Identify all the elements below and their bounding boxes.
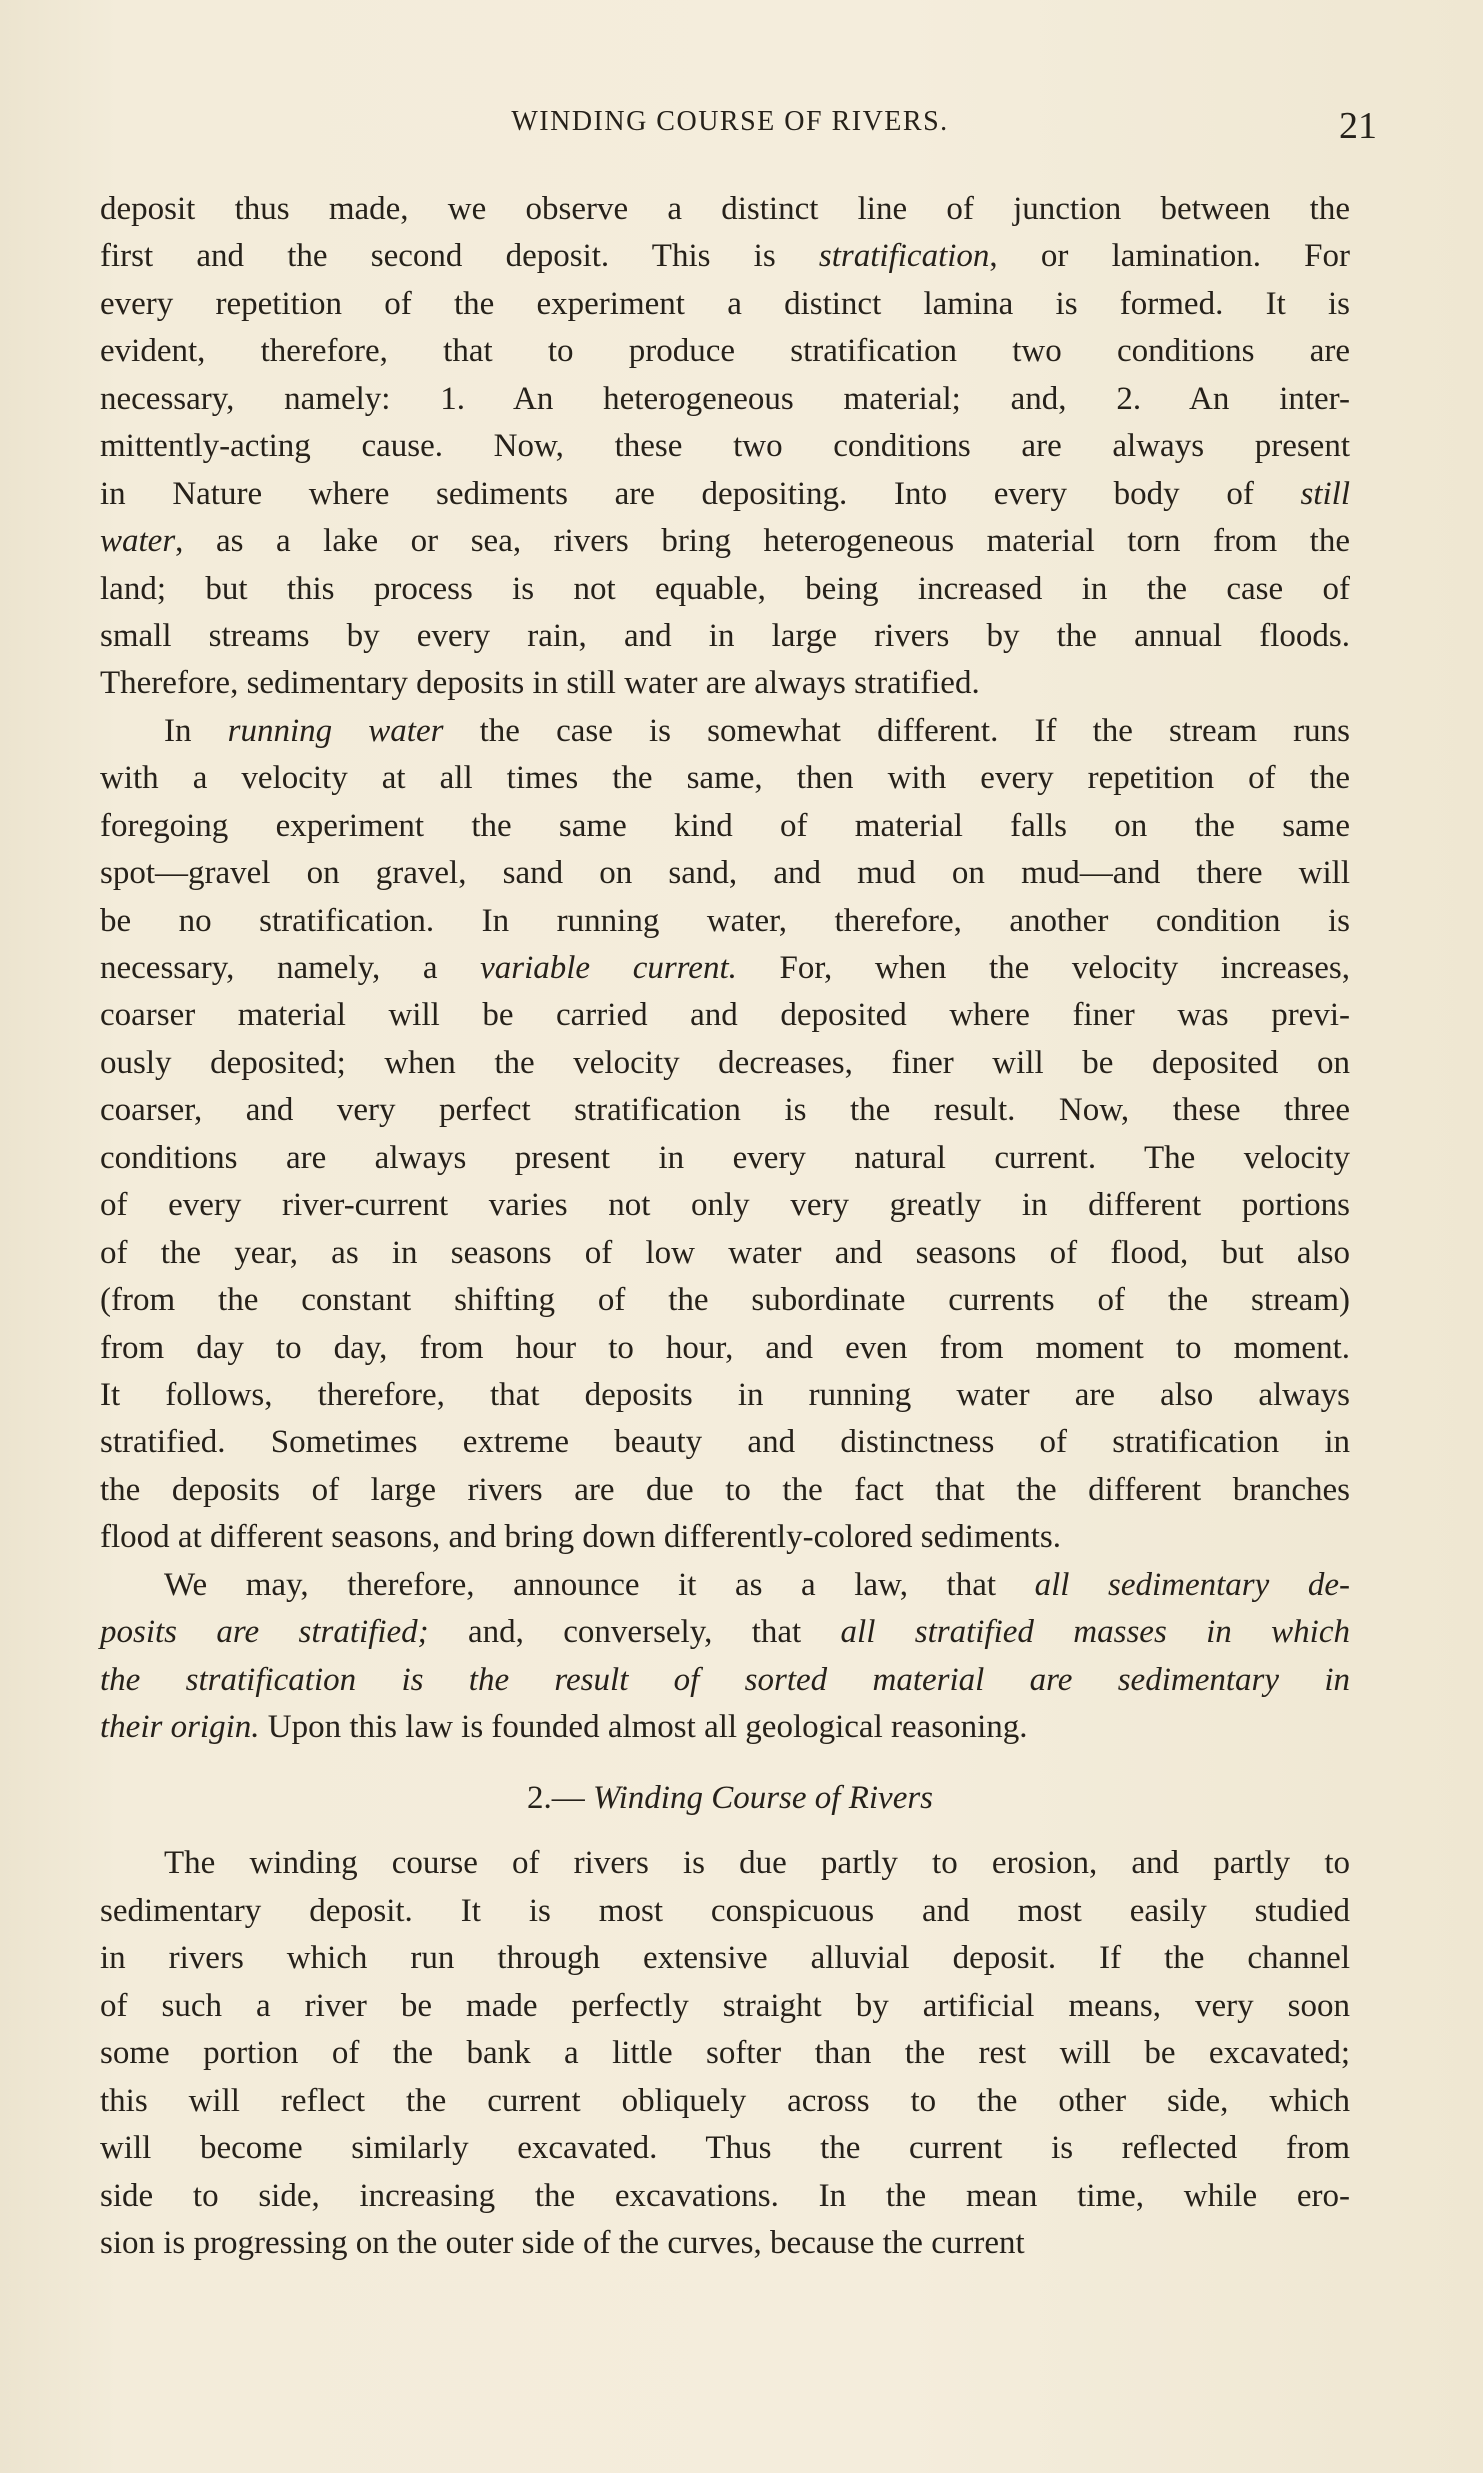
text-run: every repetition of the experiment a distinct lamina is formed. It is xyxy=(100,285,1350,322)
text-run: necessary, namely: 1. An heterogeneous material; and, 2. An inter- xyxy=(100,380,1350,417)
text-line xyxy=(100,1040,1350,1087)
paragraph xyxy=(100,186,1350,708)
text-run: The winding course of rivers is due partly to erosion, and partly to xyxy=(164,1845,1350,1882)
italic-text: variable current. xyxy=(480,950,737,986)
text-line xyxy=(100,1135,1350,1182)
text-line xyxy=(100,1372,1350,1419)
text-line xyxy=(100,1277,1350,1324)
text-run: the case is somewhat different. If the stream runs xyxy=(443,712,1350,749)
text-run: first and the second deposit. This is xyxy=(100,238,819,275)
text-run: mittently-acting cause. Now, these two conditions are always present xyxy=(100,428,1350,465)
text-line xyxy=(100,2125,1350,2172)
italic-text: all sedimentary de- xyxy=(1034,1566,1350,1603)
text-run: In xyxy=(164,712,228,749)
text-line xyxy=(100,613,1350,660)
text-run: foregoing experiment the same kind of material falls on the same xyxy=(100,807,1350,844)
text-run: For, when the velocity increases, xyxy=(736,950,1350,986)
text-line xyxy=(100,423,1350,470)
text-run: of the year, as in seasons of low water and seasons of flood, but also xyxy=(100,1234,1350,1271)
page-number: 21 xyxy=(1339,105,1377,147)
text-run: of every river-current varies not only very greatly in different portions xyxy=(100,1187,1350,1224)
text-line xyxy=(100,2078,1350,2125)
text-run: the deposits of large rivers are due to the fact that the different branches xyxy=(100,1471,1350,1508)
italic-text: still xyxy=(1300,475,1350,512)
text-run: spot—gravel on gravel, sand on sand, and mud on mud—and there will xyxy=(100,855,1350,892)
text-run: in Nature where sediments are depositing. Into every body of xyxy=(100,475,1301,512)
italic-text: all stratified masses in which xyxy=(840,1614,1350,1651)
text-line xyxy=(100,1840,1350,1887)
text-run: (from the constant shifting of the subordinate currents of the stream) xyxy=(100,1282,1350,1319)
italic-text: their origin. xyxy=(100,1709,260,1745)
text-run: deposit thus made, we observe a distinct line of junction between the xyxy=(100,191,1350,227)
text-run: necessary, namely, a xyxy=(100,950,481,986)
text-run: flood at different seasons, and bring down differently-colored sediments. xyxy=(100,1519,1062,1556)
italic-text: the stratification is the result of sorted material are sedimentary in xyxy=(100,1661,1350,1698)
text-line xyxy=(100,1888,1350,1935)
text-line xyxy=(100,281,1350,328)
text-run: Therefore, sedimentary deposits in still water are always stratified. xyxy=(100,665,980,702)
text-run: coarser material will be carried and deposited where finer was previ- xyxy=(100,997,1350,1034)
text-run: land; but this process is not equable, being increased in the case of xyxy=(100,570,1350,607)
text-run: will become similarly excavated. Thus the current is reflected from xyxy=(100,2130,1350,2167)
text-run: in rivers which run through extensive alluvial deposit. If the channel xyxy=(100,1940,1350,1977)
text-run: coarser, and very perfect stratification is the result. Now, these three xyxy=(100,1092,1350,1129)
text-line xyxy=(100,1514,1350,1561)
text-line xyxy=(100,2173,1350,2220)
text-line xyxy=(100,1419,1350,1466)
text-line xyxy=(100,1935,1350,1982)
text-run: this will reflect the current obliquely across to the other side, which xyxy=(100,2082,1350,2119)
text-run: some portion of the bank a little softer than the rest will be excavated; xyxy=(100,2035,1350,2072)
italic-text: Winding Course of Rivers xyxy=(592,1780,934,1817)
text-run: 2.— xyxy=(526,1780,593,1817)
text-run: sedimentary deposit. It is most conspicuous and most easily studied xyxy=(100,1892,1350,1929)
text-run: We may, therefore, announce it as a law, that xyxy=(164,1566,1035,1603)
text-run: conditions are always present in every natural current. The velocity xyxy=(100,1139,1350,1176)
text-line xyxy=(100,1325,1350,1372)
running-head xyxy=(100,104,1377,148)
text-line xyxy=(100,1657,1350,1704)
text-run: side to side, increasing the excavations. In the mean time, while ero- xyxy=(100,2177,1350,2214)
running-title: WINDING COURSE OF RIVERS. xyxy=(511,106,949,137)
text-run: , as a lake or sea, rivers bring heterogeneous material torn from the xyxy=(175,523,1350,560)
text-run: stratified. Sometimes extreme beauty and distinctness of stratification in xyxy=(100,1424,1350,1461)
text-line xyxy=(100,328,1350,375)
text-line xyxy=(100,2030,1350,2077)
paragraph xyxy=(100,1840,1350,2267)
text-line xyxy=(100,898,1350,945)
text-line xyxy=(100,2220,1350,2267)
text-line xyxy=(100,803,1350,850)
italic-text: water xyxy=(100,523,176,560)
italic-text: stratification xyxy=(818,238,990,275)
text-line xyxy=(100,1704,1350,1751)
body-text xyxy=(100,186,1350,2267)
text-line xyxy=(100,518,1350,565)
paragraph xyxy=(100,708,1350,1562)
text-line xyxy=(100,376,1350,423)
text-run: Upon this law is founded almost all geological reasoning. xyxy=(259,1709,1028,1745)
italic-text: running water xyxy=(227,712,444,749)
text-line xyxy=(100,566,1350,613)
text-run: ously deposited; when the velocity decreases, finer will be deposited on xyxy=(100,1044,1350,1081)
paragraph xyxy=(100,1562,1350,1752)
text-line xyxy=(100,1087,1350,1134)
text-run: from day to day, from hour to hour, and even from moment to moment. xyxy=(100,1329,1350,1366)
text-line xyxy=(100,660,1350,707)
text-line xyxy=(100,755,1350,802)
text-line xyxy=(100,1182,1350,1229)
text-line xyxy=(100,850,1350,897)
text-run: and, conversely, that xyxy=(428,1614,841,1651)
text-run: It follows, therefore, that deposits in running water are also always xyxy=(100,1376,1350,1413)
text-line xyxy=(100,1562,1350,1609)
text-line xyxy=(100,1609,1350,1656)
text-line xyxy=(100,186,1350,233)
section-heading xyxy=(100,1762,1350,1834)
text-line xyxy=(100,992,1350,1039)
italic-text: posits are stratified; xyxy=(100,1614,429,1651)
text-line xyxy=(100,1983,1350,2030)
text-line xyxy=(100,945,1350,992)
text-run: with a velocity at all times the same, then with every repetition of the xyxy=(100,760,1350,797)
text-line xyxy=(100,1467,1350,1514)
text-line xyxy=(100,1230,1350,1277)
text-line xyxy=(100,708,1350,755)
text-run: small streams by every rain, and in large rivers by the annual floods. xyxy=(100,617,1350,654)
text-run: , or lamination. For xyxy=(989,238,1351,275)
text-run: evident, therefore, that to produce stratification two conditions are xyxy=(100,333,1350,370)
text-run: sion is progressing on the outer side of the curves, because the current xyxy=(100,2224,1025,2261)
text-line xyxy=(100,233,1350,280)
text-run: be no stratification. In running water, therefore, another condition is xyxy=(100,902,1350,939)
text-line xyxy=(100,471,1350,518)
text-run: of such a river be made perfectly straight by artificial means, very soon xyxy=(100,1987,1350,2024)
